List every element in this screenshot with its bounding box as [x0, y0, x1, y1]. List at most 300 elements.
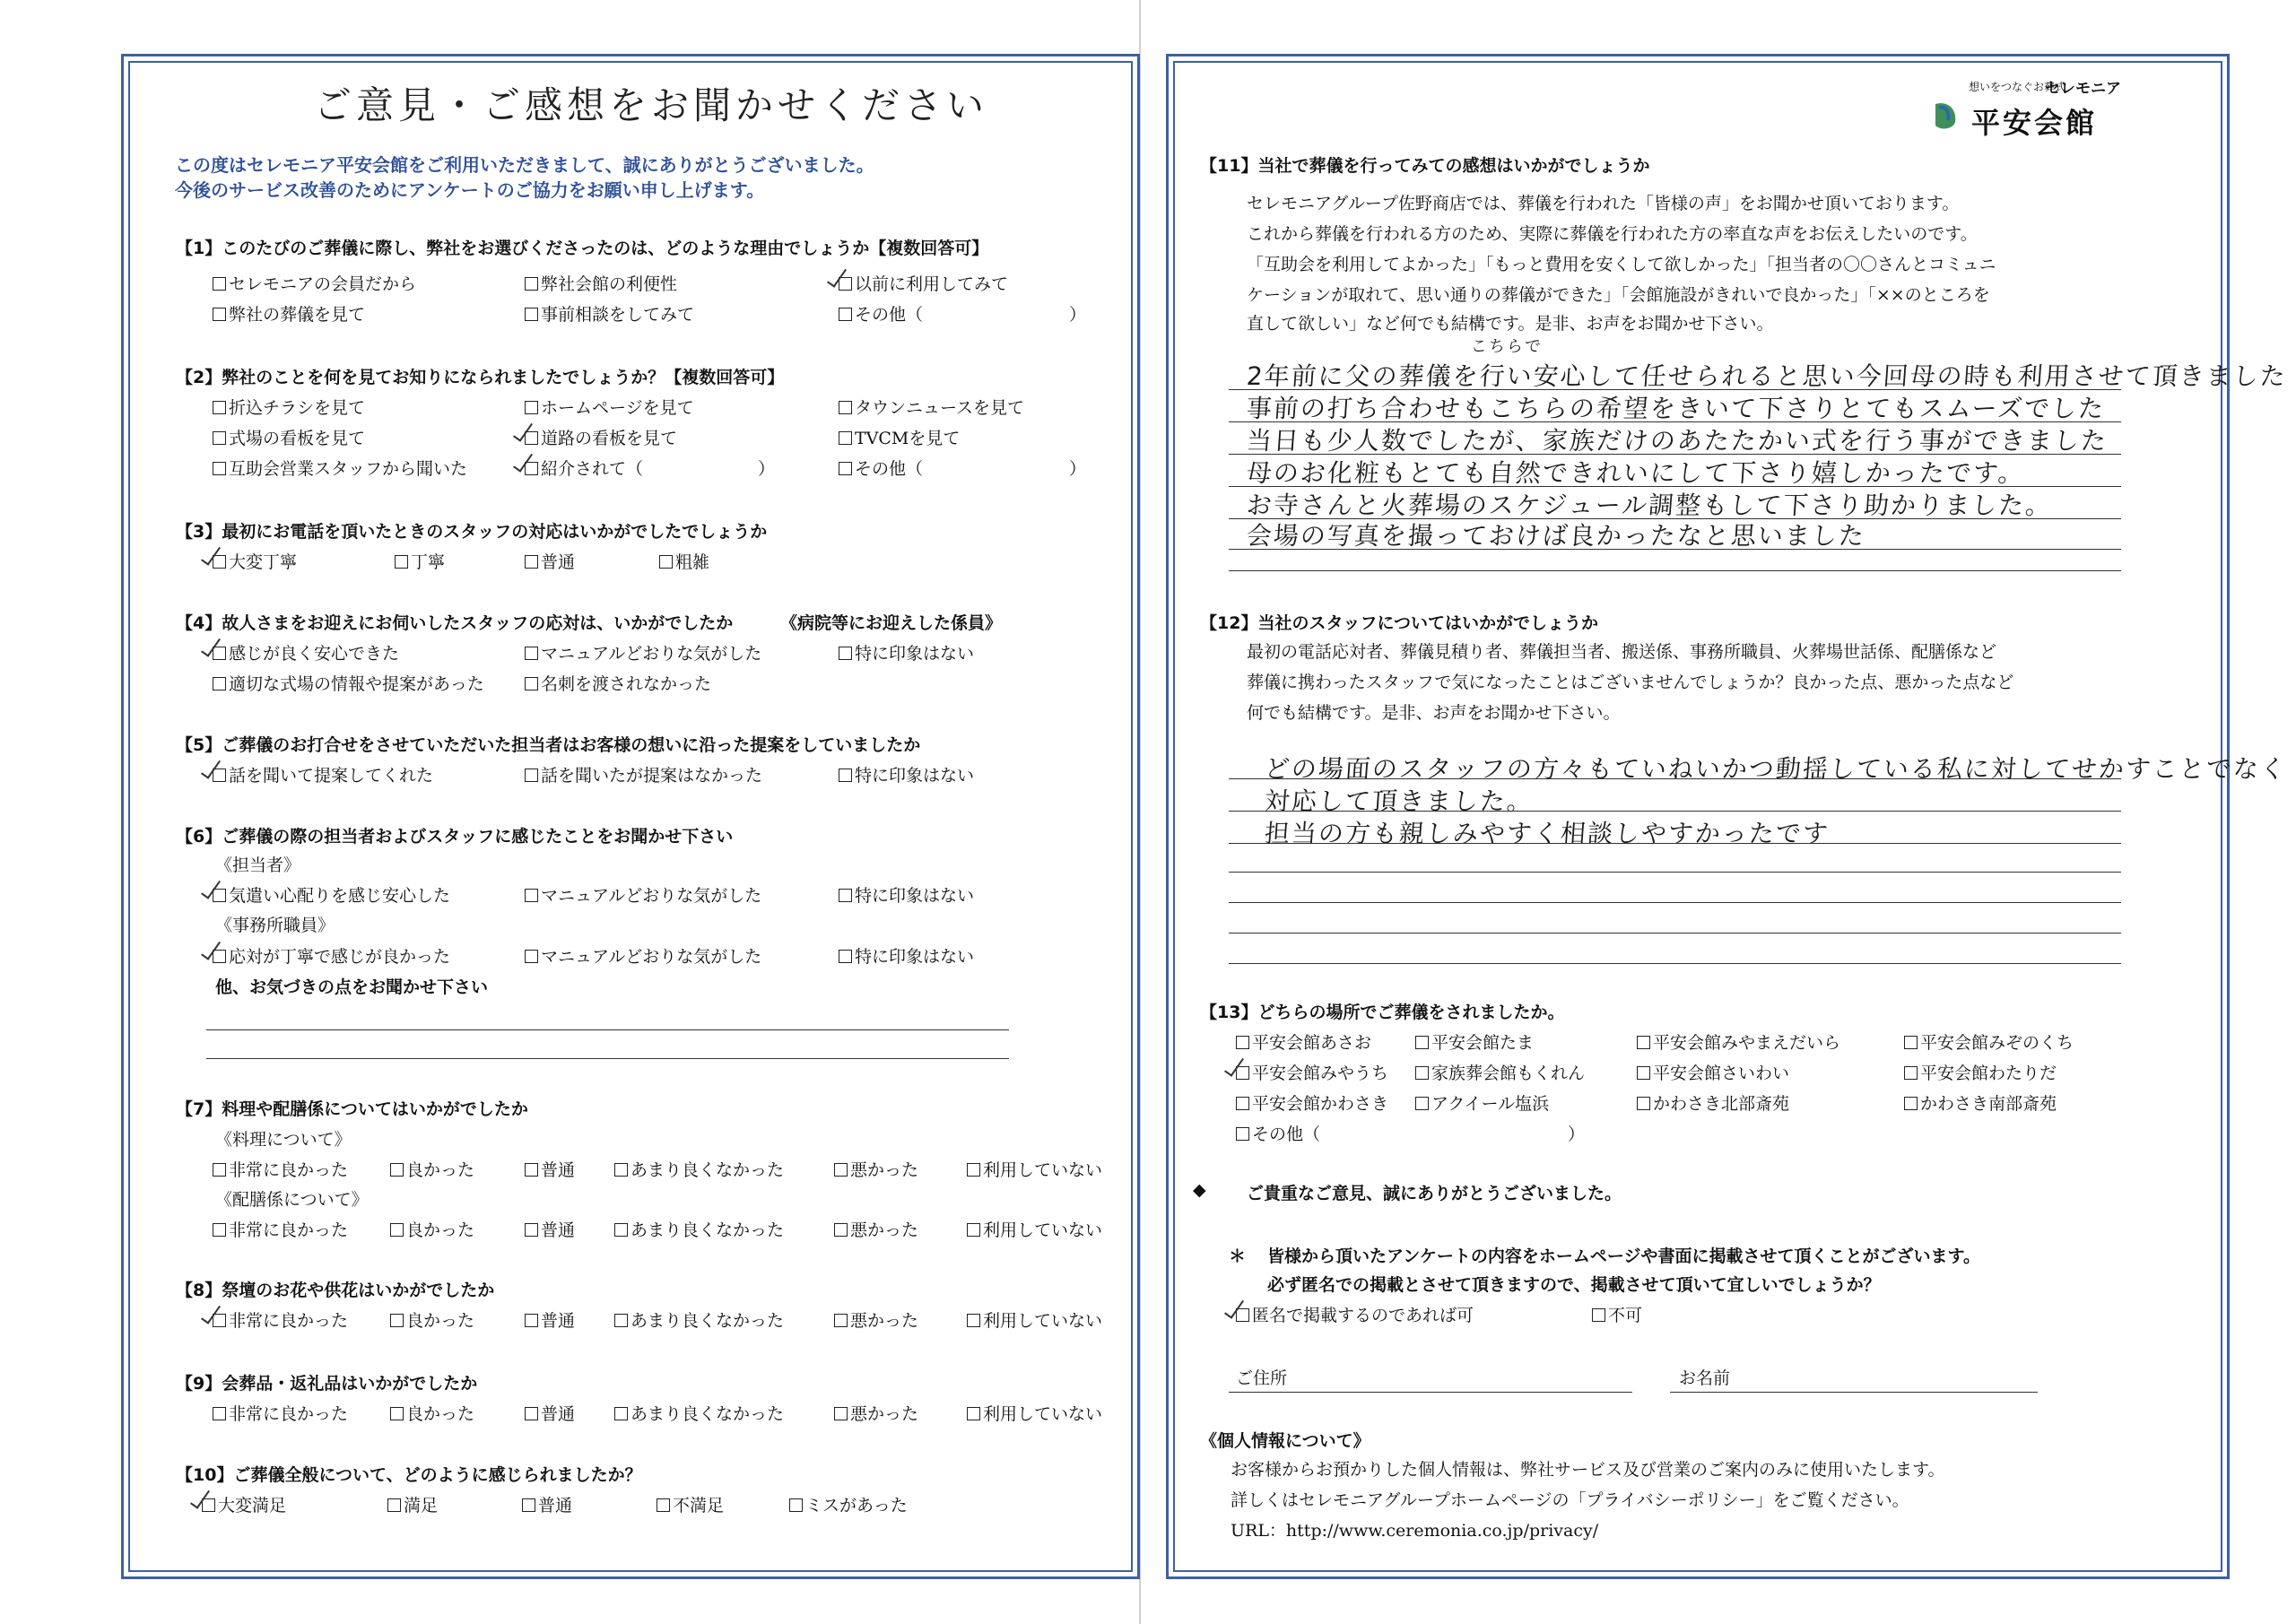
q8-opt[interactable]	[614, 1307, 784, 1332]
q7-serve-opt[interactable]	[834, 1217, 918, 1241]
checkbox[interactable]	[525, 1163, 538, 1177]
option-label: 事前相談をしてみて	[541, 305, 695, 325]
option-label: 家族葬会館もくれん	[1431, 1064, 1586, 1083]
checkbox[interactable]	[390, 1163, 404, 1177]
q5-opt[interactable]	[839, 762, 974, 786]
option-label: 特に印象はない	[855, 947, 975, 967]
q6-opt1[interactable]	[525, 882, 761, 907]
privacy-line: 詳しくはセレモニアグループホームページの「プライバシーポリシー」をご覧ください。	[1231, 1490, 1909, 1510]
q13-other-close: ）	[1568, 1125, 1586, 1144]
checkbox[interactable]	[789, 1498, 803, 1512]
option-label: 適切な式場の情報や提案があった	[229, 674, 484, 694]
q11-body-line: これから葬儀を行われる方のため、実際に葬儀を行われた方の率直な声をお伝えしたいのです。	[1247, 224, 1978, 244]
q3-title: 【3】最初にお電話を頂いたときのスタッフの対応はいかがでしたでしょうか	[176, 522, 768, 542]
option-label: 良かった	[406, 1160, 475, 1180]
q6-line	[206, 1058, 1009, 1059]
q6-opt2[interactable]	[839, 943, 974, 968]
q13-opt[interactable]	[1637, 1060, 1789, 1084]
q13-title: 【13】どちらの場所でご葬儀をされましたか。	[1200, 1003, 1565, 1022]
q6-line	[206, 1029, 1009, 1030]
q12-hw-line: 対応して頂きました。	[1263, 786, 1535, 816]
q12-title: 【12】当社のスタッフについてはいかがでしょうか	[1200, 613, 1599, 633]
option-label: 応対が丁寧で感じが良かった	[229, 947, 451, 967]
checkbox[interactable]	[525, 1314, 538, 1327]
option-label: あまり良くなかった	[631, 1160, 785, 1180]
checkbox[interactable]	[213, 431, 226, 445]
option-label: 利用していない	[983, 1160, 1103, 1180]
q13-opt[interactable]	[1637, 1090, 1789, 1115]
q9-opt[interactable]	[213, 1401, 348, 1425]
option-label: 平安会館かわさき	[1252, 1094, 1389, 1114]
option-label: 弊社会館の利便性	[541, 274, 678, 294]
checkbox[interactable]	[614, 1407, 628, 1420]
option-label: 匿名で掲載するのであれば可	[1252, 1306, 1474, 1325]
q8-title: 【8】祭壇のお花や供花はいかがでしたか	[176, 1281, 495, 1300]
checkbox[interactable]	[1415, 1097, 1429, 1110]
q12-answer-line	[1229, 902, 2121, 903]
checkbox[interactable]	[967, 1163, 980, 1177]
option-label: あまり良くなかった	[631, 1220, 785, 1240]
q4-opt[interactable]	[525, 640, 761, 664]
q8-opt[interactable]	[213, 1307, 348, 1332]
address-label: ご住所	[1236, 1368, 1288, 1388]
q10-title: 【10】ご葬儀全般について、どのように感じられましたか？	[176, 1465, 642, 1485]
q10-opt[interactable]	[789, 1492, 908, 1516]
checkbox[interactable]	[213, 308, 226, 321]
publish-question-2: 必ず匿名での掲載とさせて頂きますので、掲載させて頂いて宜しいでしょうか？	[1267, 1275, 1881, 1295]
checkbox[interactable]	[614, 1314, 628, 1327]
name-label: お名前	[1679, 1368, 1731, 1388]
checkbox[interactable]	[1236, 1066, 1249, 1080]
q2-opt[interactable]	[213, 395, 365, 419]
option-label: 普通	[541, 1160, 576, 1180]
option-label: 良かった	[406, 1311, 475, 1331]
option-label: 普通	[541, 1220, 576, 1240]
q11-body-line: ケーションが取れて、思い通りの葬儀ができた」「会館施設がきれいで良かった」「××のところを	[1247, 285, 1990, 305]
option-label: 悪かった	[850, 1220, 919, 1240]
q11-hw-line: 母のお化粧もとても自然できれいにして下さり嬉しかったです。	[1245, 458, 2026, 488]
checkbox[interactable]	[839, 431, 852, 445]
q12-answer-line	[1229, 843, 2121, 844]
privacy-line: URL：http://www.ceremonia.co.jp/privacy/	[1231, 1521, 1599, 1541]
q11-body-line: 直して欲しい」など何でも結構です。是非、お声をお聞かせ下さい。	[1247, 314, 1774, 334]
checkbox[interactable]	[525, 1223, 538, 1237]
checkbox[interactable]	[213, 555, 226, 569]
checkbox[interactable]	[1637, 1066, 1650, 1080]
q2-opt[interactable]	[525, 425, 677, 449]
q10-opt[interactable]	[657, 1492, 724, 1516]
logo-brand: セレモニア	[2045, 80, 2121, 98]
checkbox[interactable]	[839, 950, 852, 963]
q4-opt[interactable]	[839, 640, 974, 664]
option-label: 話を聞いたが提案はなかった	[541, 766, 763, 786]
diamond-icon: ◆	[1193, 1180, 1206, 1200]
q4-note: 《病院等にお迎えした係員》	[780, 613, 1003, 633]
checkbox[interactable]	[213, 677, 226, 690]
option-label: 平安会館みやうち	[1252, 1064, 1389, 1083]
q4-opt[interactable]	[525, 671, 711, 695]
q8-opt[interactable]	[390, 1307, 474, 1332]
option-label: セレモニアの会員だから	[229, 274, 417, 294]
q12-body-line: 最初の電話応対者、葬儀見積り者、葬儀担当者、搬送係、事務所職員、火葬場世話係、配膳係など	[1247, 642, 1997, 662]
checkbox[interactable]	[839, 647, 852, 660]
q11-title: 【11】当社で葬儀を行ってみての感想はいかがでしょうか	[1200, 156, 1650, 176]
publish-no-opt[interactable]	[1592, 1302, 1642, 1326]
checkbox[interactable]	[213, 401, 226, 414]
q6-opt2[interactable]	[213, 943, 450, 968]
q2-opt[interactable]	[839, 395, 1024, 419]
option-label: 不可	[1608, 1306, 1643, 1325]
q7-food-opt[interactable]	[525, 1157, 575, 1181]
q2-title: 【2】弊社のことを何を見てお知りになられましたでしょうか？【複数回答可】	[176, 368, 785, 387]
checkbox[interactable]	[839, 277, 852, 291]
option-label: 特に印象はない	[855, 766, 975, 786]
q13-opt[interactable]	[1904, 1029, 2074, 1054]
option-label: 大変丁寧	[229, 552, 298, 572]
q12-hw-line: 担当の方も親しみやすく相談しやすかったです	[1263, 819, 1831, 848]
logo-tagline: 想いをつなぐお葬式	[1969, 81, 2066, 93]
option-label: 平安会館みやまえだいら	[1653, 1033, 1841, 1053]
checkbox[interactable]	[1236, 1308, 1249, 1322]
q7-food-opt[interactable]	[834, 1157, 918, 1181]
thanks-text: ご貴重なご意見、誠にありがとうございました。	[1247, 1184, 1622, 1203]
q12-hw-line: どの場面のスタッフの方々もていねいかつ動揺している私に対してせかすことでなく	[1263, 754, 2289, 784]
q7-serve-opt[interactable]	[213, 1217, 348, 1241]
q6-sub2: 《事務所職員》	[215, 916, 335, 935]
checkbox[interactable]	[967, 1314, 980, 1327]
checkbox[interactable]	[1904, 1036, 1918, 1049]
option-label: 普通	[541, 552, 576, 572]
q5-title: 【5】ご葬儀のお打合せをさせていただいた担当者はお客様の想いに沿った提案をしていましたか	[176, 735, 921, 755]
checkbox[interactable]	[1236, 1036, 1249, 1049]
checkbox[interactable]	[213, 1314, 226, 1327]
q6-opt2[interactable]	[525, 943, 761, 968]
q7-serve-opt[interactable]	[967, 1217, 1102, 1241]
option-label: 式場の看板を見て	[229, 429, 366, 448]
q1-opt[interactable]	[213, 301, 365, 326]
checkbox[interactable]	[839, 308, 852, 321]
q11-hw-line: お寺さんと火葬場のスケジュール調整もして下さり助かりました。	[1245, 491, 2054, 520]
option-label: 普通	[541, 1404, 576, 1424]
option-label: 良かった	[406, 1220, 475, 1240]
checkbox[interactable]	[1236, 1097, 1249, 1110]
q6-opt1[interactable]	[213, 882, 450, 907]
option-label: 紹介されて（	[541, 459, 644, 479]
q1-opt[interactable]	[525, 271, 677, 295]
option-label: 普通	[541, 1311, 576, 1331]
q4-opt[interactable]	[213, 640, 399, 664]
option-label: TVCMを見て	[855, 429, 961, 448]
q7-sub2: 《配膳係について》	[215, 1190, 369, 1210]
q1-opt[interactable]	[839, 271, 1008, 295]
checkbox[interactable]	[213, 462, 226, 475]
q13-opt[interactable]	[1904, 1060, 2057, 1084]
option-label: 平安会館たま	[1431, 1033, 1535, 1053]
q9-opt[interactable]	[834, 1401, 918, 1425]
option-label: 悪かった	[850, 1404, 919, 1424]
checkbox[interactable]	[834, 1407, 848, 1420]
q1-opt[interactable]	[525, 301, 694, 326]
q13-opt[interactable]	[1904, 1090, 2057, 1115]
q6-title: 【6】ご葬儀の際の担当者およびスタッフに感じたことをお聞かせ下さい	[176, 827, 734, 847]
q9-opt[interactable]	[967, 1401, 1102, 1425]
q11-hw-line: 当日も少人数でしたが、家族だけのあたたかい式を行う事ができました	[1245, 426, 2109, 456]
q8-opt[interactable]	[834, 1307, 918, 1332]
checkbox[interactable]	[525, 277, 538, 291]
q8-opt[interactable]	[525, 1307, 575, 1332]
option-label: 利用していない	[983, 1311, 1103, 1331]
q5-opt[interactable]	[525, 762, 762, 786]
privacy-title: 《個人情報について》	[1200, 1431, 1370, 1451]
option-label: 良かった	[406, 1404, 475, 1424]
q3-opt[interactable]	[525, 549, 575, 573]
checkbox[interactable]	[525, 401, 538, 414]
checkbox[interactable]	[614, 1223, 628, 1237]
q2-opt[interactable]	[525, 456, 643, 480]
checkbox[interactable]	[395, 555, 408, 569]
q13-opt[interactable]	[1236, 1090, 1388, 1115]
checkbox[interactable]	[1637, 1097, 1650, 1110]
option-label: 平安会館あさお	[1252, 1033, 1372, 1053]
intro-line-2: 今後のサービス改善のためにアンケートのご協力をお願い申し上げます。	[175, 179, 765, 201]
checkbox[interactable]	[213, 889, 226, 902]
checkbox[interactable]	[1637, 1036, 1650, 1049]
checkbox[interactable]	[839, 401, 852, 414]
q2-opt[interactable]	[839, 456, 923, 480]
option-label: かわさき南部斎苑	[1920, 1094, 2057, 1114]
q11-body-line: セレモニアグループ佐野商店では、葬儀を行われた「皆様の声」をお聞かせ頂いております。	[1247, 194, 1960, 213]
option-label: その他（	[855, 305, 924, 325]
q12-answer-line	[1229, 811, 2121, 812]
q7-title: 【7】料理や配膳係についてはいかがでしたか	[176, 1099, 528, 1119]
q13-opt[interactable]	[1637, 1029, 1840, 1054]
checkbox[interactable]	[834, 1223, 848, 1237]
option-label: 非常に良かった	[229, 1160, 349, 1180]
q6-opt1[interactable]	[839, 882, 974, 907]
q7-food-opt[interactable]	[390, 1157, 474, 1181]
q6-other: 他、お気づきの点をお聞かせ下さい	[215, 977, 489, 997]
option-label: 平安会館わたりだ	[1920, 1064, 2057, 1083]
name-line	[1670, 1392, 2038, 1393]
checkbox[interactable]	[213, 769, 226, 782]
address-line	[1229, 1392, 1632, 1393]
q11-body-line: 「互助会を利用してよかった」「もっと費用を安くして欲しかった」「担当者の〇〇さんとコミュニ	[1247, 255, 1996, 274]
option-label: 利用していない	[983, 1404, 1103, 1424]
checkbox[interactable]	[213, 647, 226, 660]
q3-opt[interactable]	[213, 549, 297, 573]
q4-title: 【4】故人さまをお迎えにお伺いしたスタッフの応対は、いかがでしたか	[176, 613, 734, 633]
q13-opt[interactable]	[1236, 1121, 1320, 1145]
checkbox[interactable]	[834, 1163, 848, 1177]
q7-sub1: 《料理について》	[215, 1130, 352, 1150]
q12-answer-line	[1229, 778, 2121, 779]
option-label: あまり良くなかった	[631, 1311, 785, 1331]
option-label: 不満足	[673, 1496, 725, 1515]
logo-mark-icon	[1930, 100, 1961, 131]
option-label: マニュアルどおりな気がした	[541, 886, 762, 906]
q11-hw-line: 事前の打ち合わせもこちらの希望をきいて下さりとてもスムーズでした	[1245, 394, 2107, 423]
option-label: 話を聞いて提案してくれた	[229, 766, 434, 786]
option-label: 弊社の葬儀を見て	[229, 305, 366, 325]
option-label: 平安会館みぞのくち	[1920, 1033, 2074, 1053]
checkbox[interactable]	[659, 555, 673, 569]
option-label: 悪かった	[850, 1160, 919, 1180]
q2-intro-close: ）	[758, 459, 776, 479]
logo-name: 平安会館	[1971, 106, 2098, 140]
asterisk-icon: ＊	[1229, 1246, 1247, 1266]
checkbox[interactable]	[213, 1163, 226, 1177]
privacy-line: お客様からお預かりした個人情報は、弊社サービス及び営業のご案内のみに使用いたします。	[1231, 1460, 1945, 1480]
q2-opt[interactable]	[839, 425, 960, 449]
option-label: 粗雑	[675, 552, 710, 572]
option-label: 道路の看板を見て	[541, 429, 678, 448]
option-label: 悪かった	[850, 1311, 919, 1331]
q8-opt[interactable]	[967, 1307, 1102, 1332]
option-label: 名刺を渡されなかった	[541, 674, 712, 694]
option-label: ホームページを見て	[541, 398, 694, 418]
option-label: ミスがあった	[805, 1496, 908, 1515]
q6-sub1: 《担当者》	[215, 855, 301, 875]
option-label: その他（	[855, 459, 924, 479]
q11-hw-line: 会場の写真を撮っておけば良かったなと思いました	[1245, 521, 1867, 551]
q2-opt[interactable]	[213, 425, 365, 449]
q1-opt[interactable]	[213, 271, 416, 295]
checkbox[interactable]	[967, 1407, 980, 1420]
option-label: 以前に利用してみて	[855, 274, 1009, 294]
checkbox[interactable]	[387, 1498, 401, 1512]
option-label: 感じが良く安心できた	[229, 644, 400, 664]
q1-other-close: ）	[1069, 305, 1087, 325]
checkbox[interactable]	[1415, 1066, 1429, 1080]
checkbox[interactable]	[525, 431, 538, 445]
option-label: 満足	[404, 1496, 439, 1515]
checkbox[interactable]	[839, 462, 852, 475]
q3-opt[interactable]	[395, 549, 445, 573]
q1-opt[interactable]	[839, 301, 923, 326]
checkbox[interactable]	[614, 1163, 628, 1177]
q10-opt[interactable]	[522, 1492, 572, 1516]
option-label: かわさき北部斎苑	[1653, 1094, 1790, 1114]
q11-hw-annot: こちらで	[1470, 337, 1544, 356]
q13-opt[interactable]	[1415, 1090, 1549, 1115]
option-label: マニュアルどおりな気がした	[541, 644, 762, 664]
checkbox[interactable]	[525, 308, 538, 321]
intro-line-1: この度はセレモニア平安会館をご利用いただきまして、誠にありがとうございました。	[175, 154, 874, 176]
option-label: 大変満足	[218, 1496, 287, 1515]
q13-opt[interactable]	[1415, 1029, 1534, 1054]
q10-opt[interactable]	[202, 1492, 286, 1516]
q9-title: 【9】会葬品・返礼品はいかがでしたか	[176, 1374, 478, 1394]
option-label: 折込チラシを見て	[229, 398, 366, 418]
q4-opt[interactable]	[213, 671, 484, 695]
q12-body-line: 何でも結構です。是非、お声をお聞かせ下さい。	[1247, 703, 1621, 723]
q12-answer-line	[1229, 872, 2121, 873]
q11-answer-line	[1229, 570, 2121, 571]
option-label: アクイール塩浜	[1431, 1094, 1550, 1114]
option-label: タウンニュースを見て	[855, 398, 1025, 418]
checkbox[interactable]	[390, 1407, 404, 1420]
checkbox[interactable]	[1904, 1097, 1918, 1110]
q2-opt[interactable]	[525, 395, 694, 419]
checkbox[interactable]	[1236, 1127, 1249, 1141]
q2-opt[interactable]	[213, 456, 467, 480]
q13-opt[interactable]	[1236, 1029, 1371, 1054]
option-label: その他（	[1252, 1125, 1321, 1144]
checkbox[interactable]	[525, 1407, 538, 1420]
q7-serve-opt[interactable]	[390, 1217, 474, 1241]
option-label: あまり良くなかった	[631, 1404, 785, 1424]
checkbox[interactable]	[213, 277, 226, 291]
checkbox[interactable]	[525, 889, 538, 902]
option-label: マニュアルどおりな気がした	[541, 947, 762, 967]
q7-food-opt[interactable]	[213, 1157, 348, 1181]
q12-answer-line	[1229, 933, 2121, 934]
checkbox[interactable]	[967, 1223, 980, 1237]
checkbox[interactable]	[839, 769, 852, 782]
q13-opt[interactable]	[1236, 1060, 1388, 1084]
checkbox[interactable]	[1592, 1308, 1605, 1322]
q7-serve-opt[interactable]	[525, 1217, 575, 1241]
option-label: 非常に良かった	[229, 1404, 349, 1424]
q7-food-opt[interactable]	[614, 1157, 784, 1181]
q12-answer-line	[1229, 963, 2121, 964]
checkbox[interactable]	[525, 647, 538, 660]
checkbox[interactable]	[839, 889, 852, 902]
q2-other-close: ）	[1069, 459, 1087, 479]
checkbox[interactable]	[213, 1407, 226, 1420]
checkbox[interactable]	[213, 1223, 226, 1237]
q11-hw-line: 2年前に父の葬儀を行い安心して任せられると思い今回母の時も利用させて頂きました	[1245, 361, 2288, 391]
publish-question-1: 皆様から頂いたアンケートの内容をホームページや書面に掲載させて頂くことがございます。	[1267, 1246, 1980, 1266]
q9-opt[interactable]	[614, 1401, 784, 1425]
checkbox[interactable]	[525, 462, 538, 475]
q7-serve-opt[interactable]	[614, 1217, 784, 1241]
checkbox[interactable]	[525, 677, 538, 690]
checkbox[interactable]	[390, 1223, 404, 1237]
q9-opt[interactable]	[525, 1401, 575, 1425]
q12-body-line: 葬儀に携わったスタッフで気になったことはございませんでしょうか？良かった点、悪かった点など	[1247, 673, 2014, 692]
option-label: 非常に良かった	[229, 1311, 349, 1331]
checkbox[interactable]	[1904, 1066, 1918, 1080]
checkbox[interactable]	[657, 1498, 670, 1512]
q3-opt[interactable]	[659, 549, 709, 573]
option-label: 平安会館さいわい	[1653, 1064, 1790, 1083]
option-label: 特に印象はない	[855, 886, 975, 906]
checkbox[interactable]	[525, 950, 538, 963]
checkbox[interactable]	[1415, 1036, 1429, 1049]
option-label: 普通	[538, 1496, 573, 1515]
option-label: 非常に良かった	[229, 1220, 349, 1240]
checkbox[interactable]	[522, 1498, 535, 1512]
checkbox[interactable]	[202, 1498, 215, 1512]
option-label: 気遣い心配りを感じ安心した	[229, 886, 451, 906]
q5-opt[interactable]	[213, 762, 433, 786]
publish-yes-opt[interactable]	[1236, 1302, 1474, 1326]
checkbox[interactable]	[525, 555, 538, 569]
q9-opt[interactable]	[390, 1401, 474, 1425]
option-label: 特に印象はない	[855, 644, 975, 664]
q10-opt[interactable]	[387, 1492, 438, 1516]
survey-title: ご意見・ご感想をお聞かせください	[314, 83, 989, 127]
checkbox[interactable]	[390, 1314, 404, 1327]
q7-food-opt[interactable]	[967, 1157, 1102, 1181]
q13-opt[interactable]	[1415, 1060, 1585, 1084]
checkbox[interactable]	[834, 1314, 848, 1327]
checkbox[interactable]	[213, 950, 226, 963]
checkbox[interactable]	[525, 769, 538, 782]
q1-title: 【1】このたびのご葬儀に際し、弊社をお選びくださったのは、どのような理由でしょうか【複数回答可】	[176, 239, 989, 258]
option-label: 利用していない	[983, 1220, 1103, 1240]
